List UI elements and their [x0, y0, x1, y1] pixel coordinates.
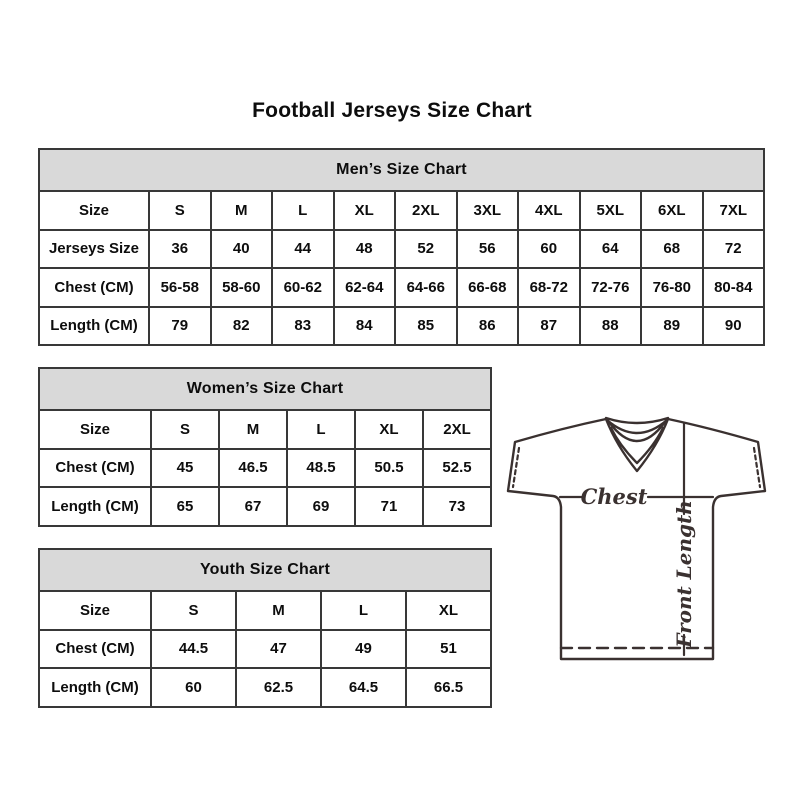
size-cell: L: [287, 410, 355, 449]
chest-label: Chest: [580, 484, 648, 509]
row-label: Chest (CM): [39, 268, 149, 307]
size-cell: 60: [151, 668, 236, 707]
womens-size-table: [38, 367, 492, 527]
size-cell: 45: [151, 449, 219, 488]
size-cell: 87: [518, 307, 580, 346]
size-cell: L: [321, 591, 406, 630]
size-cell: 48.5: [287, 449, 355, 488]
size-cell: S: [149, 191, 211, 230]
size-cell: 5XL: [580, 191, 642, 230]
size-cell: 36: [149, 230, 211, 269]
size-cell: 66-68: [457, 268, 519, 307]
size-cell: S: [151, 410, 219, 449]
youth-size-table: [38, 548, 492, 708]
size-cell: 51: [406, 630, 491, 669]
size-cell: 68: [641, 230, 703, 269]
size-cell: 56-58: [149, 268, 211, 307]
front-length-label: Front Length: [672, 500, 696, 648]
size-cell: 68-72: [518, 268, 580, 307]
row-label: Size: [39, 591, 151, 630]
size-cell: 6XL: [641, 191, 703, 230]
size-cell: 76-80: [641, 268, 703, 307]
size-cell: 65: [151, 487, 219, 526]
size-cell: 47: [236, 630, 321, 669]
youth-table-title: Youth Size Chart: [39, 549, 491, 591]
size-cell: 64: [580, 230, 642, 269]
table-title-row: [39, 549, 491, 591]
size-cell: 44.5: [151, 630, 236, 669]
size-cell: 62-64: [334, 268, 396, 307]
jersey-measurement-diagram: [503, 398, 775, 690]
size-cell: M: [236, 591, 321, 630]
size-cell: 3XL: [457, 191, 519, 230]
table-title-row: [39, 368, 491, 410]
table-row: [39, 230, 764, 269]
row-label: Size: [39, 410, 151, 449]
youth-table: [38, 548, 492, 708]
mens-table-title: Men’s Size Chart: [39, 149, 764, 191]
size-cell: 64.5: [321, 668, 406, 707]
size-cell: 46.5: [219, 449, 287, 488]
size-cell: XL: [334, 191, 396, 230]
size-cell: L: [272, 191, 334, 230]
size-cell: 52: [395, 230, 457, 269]
table-row: [39, 630, 491, 669]
size-cell: 73: [423, 487, 491, 526]
mens-size-table: [38, 148, 765, 346]
row-label: Jerseys Size: [39, 230, 149, 269]
size-cell: S: [151, 591, 236, 630]
table-row: [39, 449, 491, 488]
table-row: [39, 268, 764, 307]
size-cell: 72: [703, 230, 765, 269]
size-cell: M: [219, 410, 287, 449]
table-row: [39, 191, 764, 230]
table-title-row: [39, 149, 764, 191]
row-label: Length (CM): [39, 487, 151, 526]
womens-table: [38, 367, 492, 527]
page-title: Football Jerseys Size Chart: [252, 99, 532, 122]
size-cell: 82: [211, 307, 273, 346]
mens-table: [38, 148, 765, 346]
table-row: [39, 487, 491, 526]
row-label: Chest (CM): [39, 449, 151, 488]
size-cell: 89: [641, 307, 703, 346]
size-cell: 60-62: [272, 268, 334, 307]
size-cell: 44: [272, 230, 334, 269]
size-cell: 80-84: [703, 268, 765, 307]
table-row: [39, 668, 491, 707]
size-cell: 79: [149, 307, 211, 346]
row-label: Size: [39, 191, 149, 230]
row-label: Length (CM): [39, 307, 149, 346]
size-cell: 88: [580, 307, 642, 346]
size-cell: 2XL: [395, 191, 457, 230]
size-cell: 85: [395, 307, 457, 346]
size-cell: 50.5: [355, 449, 423, 488]
size-cell: 90: [703, 307, 765, 346]
size-cell: 7XL: [703, 191, 765, 230]
size-cell: M: [211, 191, 273, 230]
jersey-diagram-svg: [503, 398, 775, 690]
size-cell: 62.5: [236, 668, 321, 707]
table-row: [39, 591, 491, 630]
size-cell: 52.5: [423, 449, 491, 488]
size-cell: 40: [211, 230, 273, 269]
row-label: Length (CM): [39, 668, 151, 707]
size-cell: 84: [334, 307, 396, 346]
jersey-outline: [508, 419, 765, 659]
size-cell: 72-76: [580, 268, 642, 307]
size-cell: 86: [457, 307, 519, 346]
size-cell: 58-60: [211, 268, 273, 307]
size-cell: 83: [272, 307, 334, 346]
size-cell: 60: [518, 230, 580, 269]
size-cell: 67: [219, 487, 287, 526]
row-label: Chest (CM): [39, 630, 151, 669]
size-cell: 49: [321, 630, 406, 669]
size-cell: 2XL: [423, 410, 491, 449]
size-cell: 66.5: [406, 668, 491, 707]
size-cell: 64-66: [395, 268, 457, 307]
size-cell: 56: [457, 230, 519, 269]
womens-table-title: Women’s Size Chart: [39, 368, 491, 410]
table-row: [39, 307, 764, 346]
size-cell: 48: [334, 230, 396, 269]
size-cell: 69: [287, 487, 355, 526]
table-row: [39, 410, 491, 449]
size-cell: 4XL: [518, 191, 580, 230]
size-cell: XL: [355, 410, 423, 449]
size-cell: XL: [406, 591, 491, 630]
size-cell: 71: [355, 487, 423, 526]
